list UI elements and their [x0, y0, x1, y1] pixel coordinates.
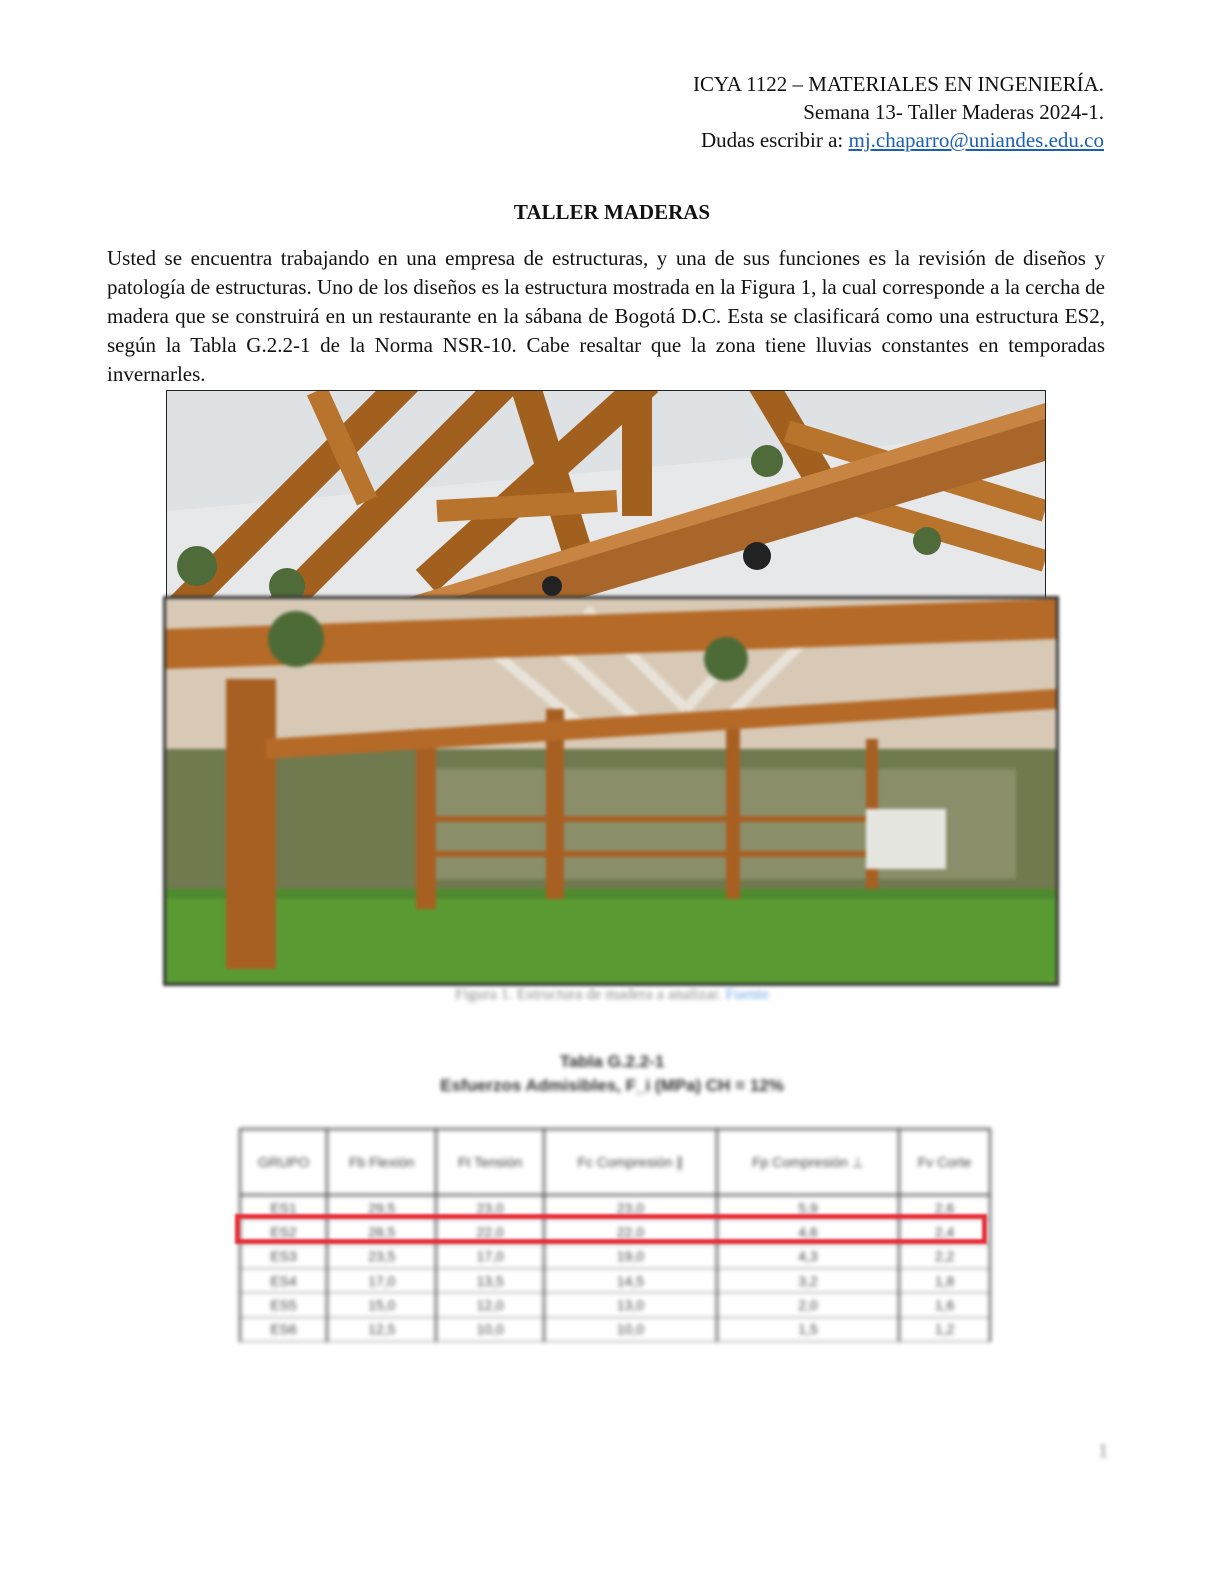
table-cell: 22,0: [544, 1220, 717, 1244]
table-cell: 17,0: [327, 1269, 436, 1293]
es2-row-highlight: [235, 1214, 987, 1244]
table-cell: 23,0: [436, 1195, 544, 1220]
table-cell: 10,0: [436, 1317, 544, 1341]
table-cell: 2,2: [899, 1244, 990, 1268]
table-cell: 14,5: [544, 1269, 717, 1293]
table-cell: 5,9: [717, 1195, 899, 1220]
table-cell: 23,5: [327, 1244, 436, 1268]
table-cell: 1,8: [899, 1269, 990, 1293]
table-cell: ES1: [240, 1195, 327, 1220]
timber-structure-photo-top: [166, 390, 1046, 602]
table-row: [240, 1269, 990, 1293]
table-cell: ES5: [240, 1293, 327, 1317]
table-cell: 4,6: [717, 1220, 899, 1244]
table-cell: 4,3: [717, 1244, 899, 1268]
table-cell: 1,6: [899, 1293, 990, 1317]
contact-prefix: Dudas escribir a:: [700, 128, 849, 152]
table-cell: 29,5: [327, 1195, 436, 1220]
table-title: Tabla G.2.2-1: [559, 1052, 665, 1071]
page-number: 1: [1098, 1440, 1108, 1462]
table-row: [240, 1317, 990, 1341]
figure-caption-text: Figura 1. Estructura de madera a analizar.: [454, 986, 722, 1003]
table-cell: 10,0: [544, 1317, 717, 1341]
table-cell: 17,0: [436, 1244, 544, 1268]
table-cell: 2,4: [899, 1220, 990, 1244]
table-cell: 3,2: [717, 1269, 899, 1293]
page-title: TALLER MADERAS: [513, 200, 711, 224]
table-cell: ES4: [240, 1269, 327, 1293]
contact-email-link[interactable]: mj.chaparro@uniandes.edu.co: [848, 128, 1104, 152]
table-cell: 28,5: [327, 1220, 436, 1244]
figure-source-link[interactable]: Fuente: [725, 986, 770, 1003]
table-row: [240, 1244, 990, 1268]
col-header: Fv Corte: [899, 1129, 990, 1195]
table-row: [240, 1293, 990, 1317]
figure-caption: [0, 986, 1224, 1004]
col-header: Fp Compresión ⊥: [717, 1129, 899, 1195]
table-cell: 13,5: [436, 1269, 544, 1293]
table-cell: 23,0: [544, 1195, 717, 1220]
table-cell: ES2: [240, 1220, 327, 1244]
table-subtitle: Esfuerzos Admisibles, F_i (MPa) CH = 12%: [440, 1076, 784, 1095]
table-cell: 1,5: [717, 1317, 899, 1341]
week-line: Semana 13- Taller Maderas 2024-1.: [803, 100, 1104, 124]
col-header: Fc Compresión ∥: [544, 1129, 717, 1195]
intro-paragraph: Usted se encuentra trabajando en una empresa de estructuras, y una de sus funciones es la revisión de diseños y patología de estructuras. Uno de los diseños es la estructura mostrada en la Figura 1, la cual corresponde a la cercha de madera que se construirá en un restaurante en la sábana de Bogotá D.C. Esta se clasificará como una estructura ES2, según la Tabla G.2.2-1 de la Norma NSR-10. Cabe resaltar que la zona tiene lluvias constantes en temporadas invernarles.: [107, 246, 1105, 386]
table-cell: 2,0: [717, 1293, 899, 1317]
document-header: [693, 70, 1104, 154]
table-cell: 13,0: [544, 1293, 717, 1317]
table-cell: 12,0: [436, 1293, 544, 1317]
table-header-row: [240, 1129, 990, 1195]
table-heading: [0, 1050, 1224, 1098]
table-cell: 19,0: [544, 1244, 717, 1268]
col-header: Ft Tensión: [436, 1129, 544, 1195]
table-cell: 22,0: [436, 1220, 544, 1244]
table-cell: 1,2: [899, 1317, 990, 1341]
course-line: ICYA 1122 – MATERIALES EN INGENIERÍA.: [692, 72, 1104, 96]
col-header: GRUPO: [240, 1129, 327, 1195]
table-cell: 2,6: [899, 1195, 990, 1220]
table-cell: ES3: [240, 1244, 327, 1268]
table-cell: ES6: [240, 1317, 327, 1341]
table-cell: 15,0: [327, 1293, 436, 1317]
table-cell: 12,5: [327, 1317, 436, 1341]
timber-structure-photo: [163, 596, 1059, 986]
contact-line: [693, 126, 1104, 154]
col-header: Fb Flexión: [327, 1129, 436, 1195]
